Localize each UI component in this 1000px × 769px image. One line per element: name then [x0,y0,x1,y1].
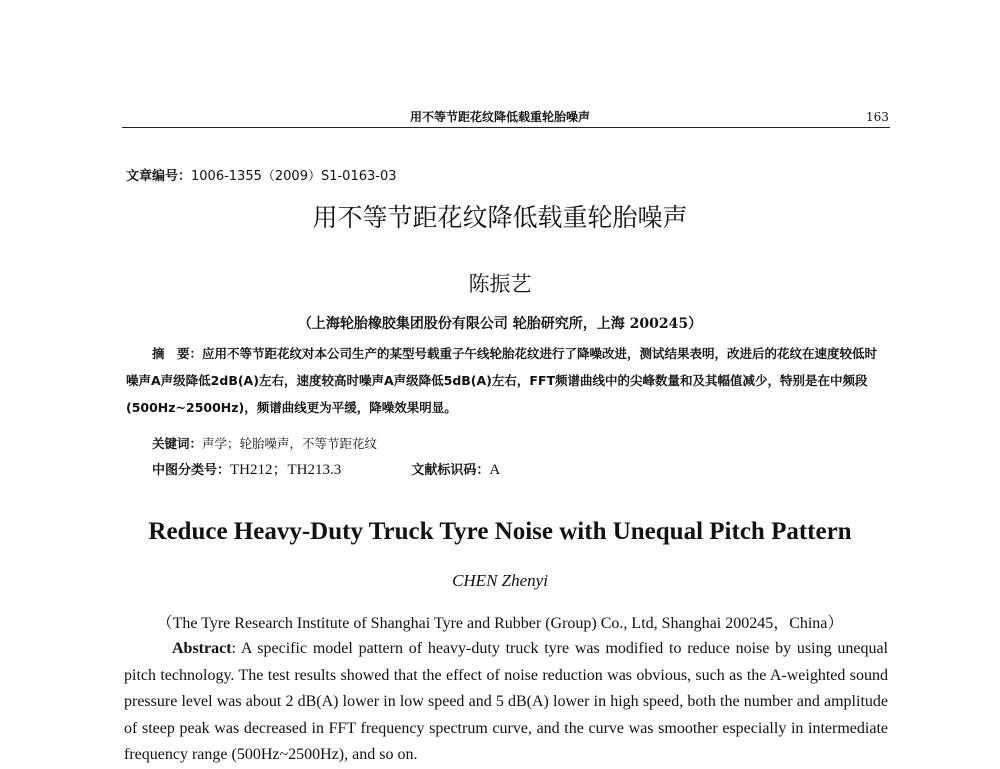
page-number: 163 [866,110,889,124]
keywords-value: 声学；轮胎噪声，不等节距花纹 [202,436,378,451]
article-number [126,165,397,184]
classification-row [152,458,500,479]
header-rule [122,127,890,128]
abstract-zh-label: 摘 要： [152,346,203,361]
doc-code-value: A [489,462,501,478]
running-title: 用不等节距花纹降低载重轮胎噪声 [409,110,590,124]
abstract-en-text: : A specific model pattern of heavy-duty truck tyre was modified to reduce noise by using unequal pitch technology. The test results showed that the effect of noise reduction was obvious, such as the A-weighted sound pressure level was about 2 dB(A) lower in low speed and 5 dB(A) lower in high speed, both the number and amplitude of steep peak was decreased in FFT frequency spectrum curve, and the curve was smoother especially in intermediate frequency range (500Hz~2500Hz), and so on. [124,640,888,763]
keywords-chinese [152,434,377,452]
title-chinese: 用不等节距花纹降低载重轮胎噪声 [312,203,688,232]
affiliation-chinese: （上海轮胎橡胶集团股份有限公司 轮胎研究所，上海 200245） [297,316,703,332]
abstract-en-label: Abstract [172,640,232,657]
abstract-chinese [126,340,888,421]
author-chinese: 陈振艺 [468,272,532,296]
author-english: CHEN Zhenyi [452,571,548,590]
clc-value: TH212；TH213.3 [230,462,342,478]
abstract-english [124,636,888,769]
keywords-label: 关键词： [152,436,203,451]
doc-code-label: 文献标识码： [411,463,490,478]
clc-label: 中图分类号： [152,463,231,478]
affiliation-english: （The Tyre Research Institute of Shanghai Tyre and Rubber (Group) Co., Ltd, Shanghai 200245，China） [156,615,844,632]
article-number-value: 1006-1355（2009）S1-0163-03 [191,169,397,184]
title-english: Reduce Heavy-Duty Truck Tyre Noise with Unequal Pitch Pattern [148,518,852,545]
abstract-zh-text: 应用不等节距花纹对本公司生产的某型号载重子午线轮胎花纹进行了降噪改进，测试结果表明，改进后的花纹在速度较低时噪声A声级降低2dB(A)左右，速度较高时噪声A声级降低5dB(A)左右，FFT频谱曲线中的尖峰数量和及其幅值减少，特别是在中频段(500Hz~2500Hz)，频谱曲线更为平缓，降噪效果明显。 [126,346,878,415]
article-number-label: 文章编号： [126,169,192,184]
